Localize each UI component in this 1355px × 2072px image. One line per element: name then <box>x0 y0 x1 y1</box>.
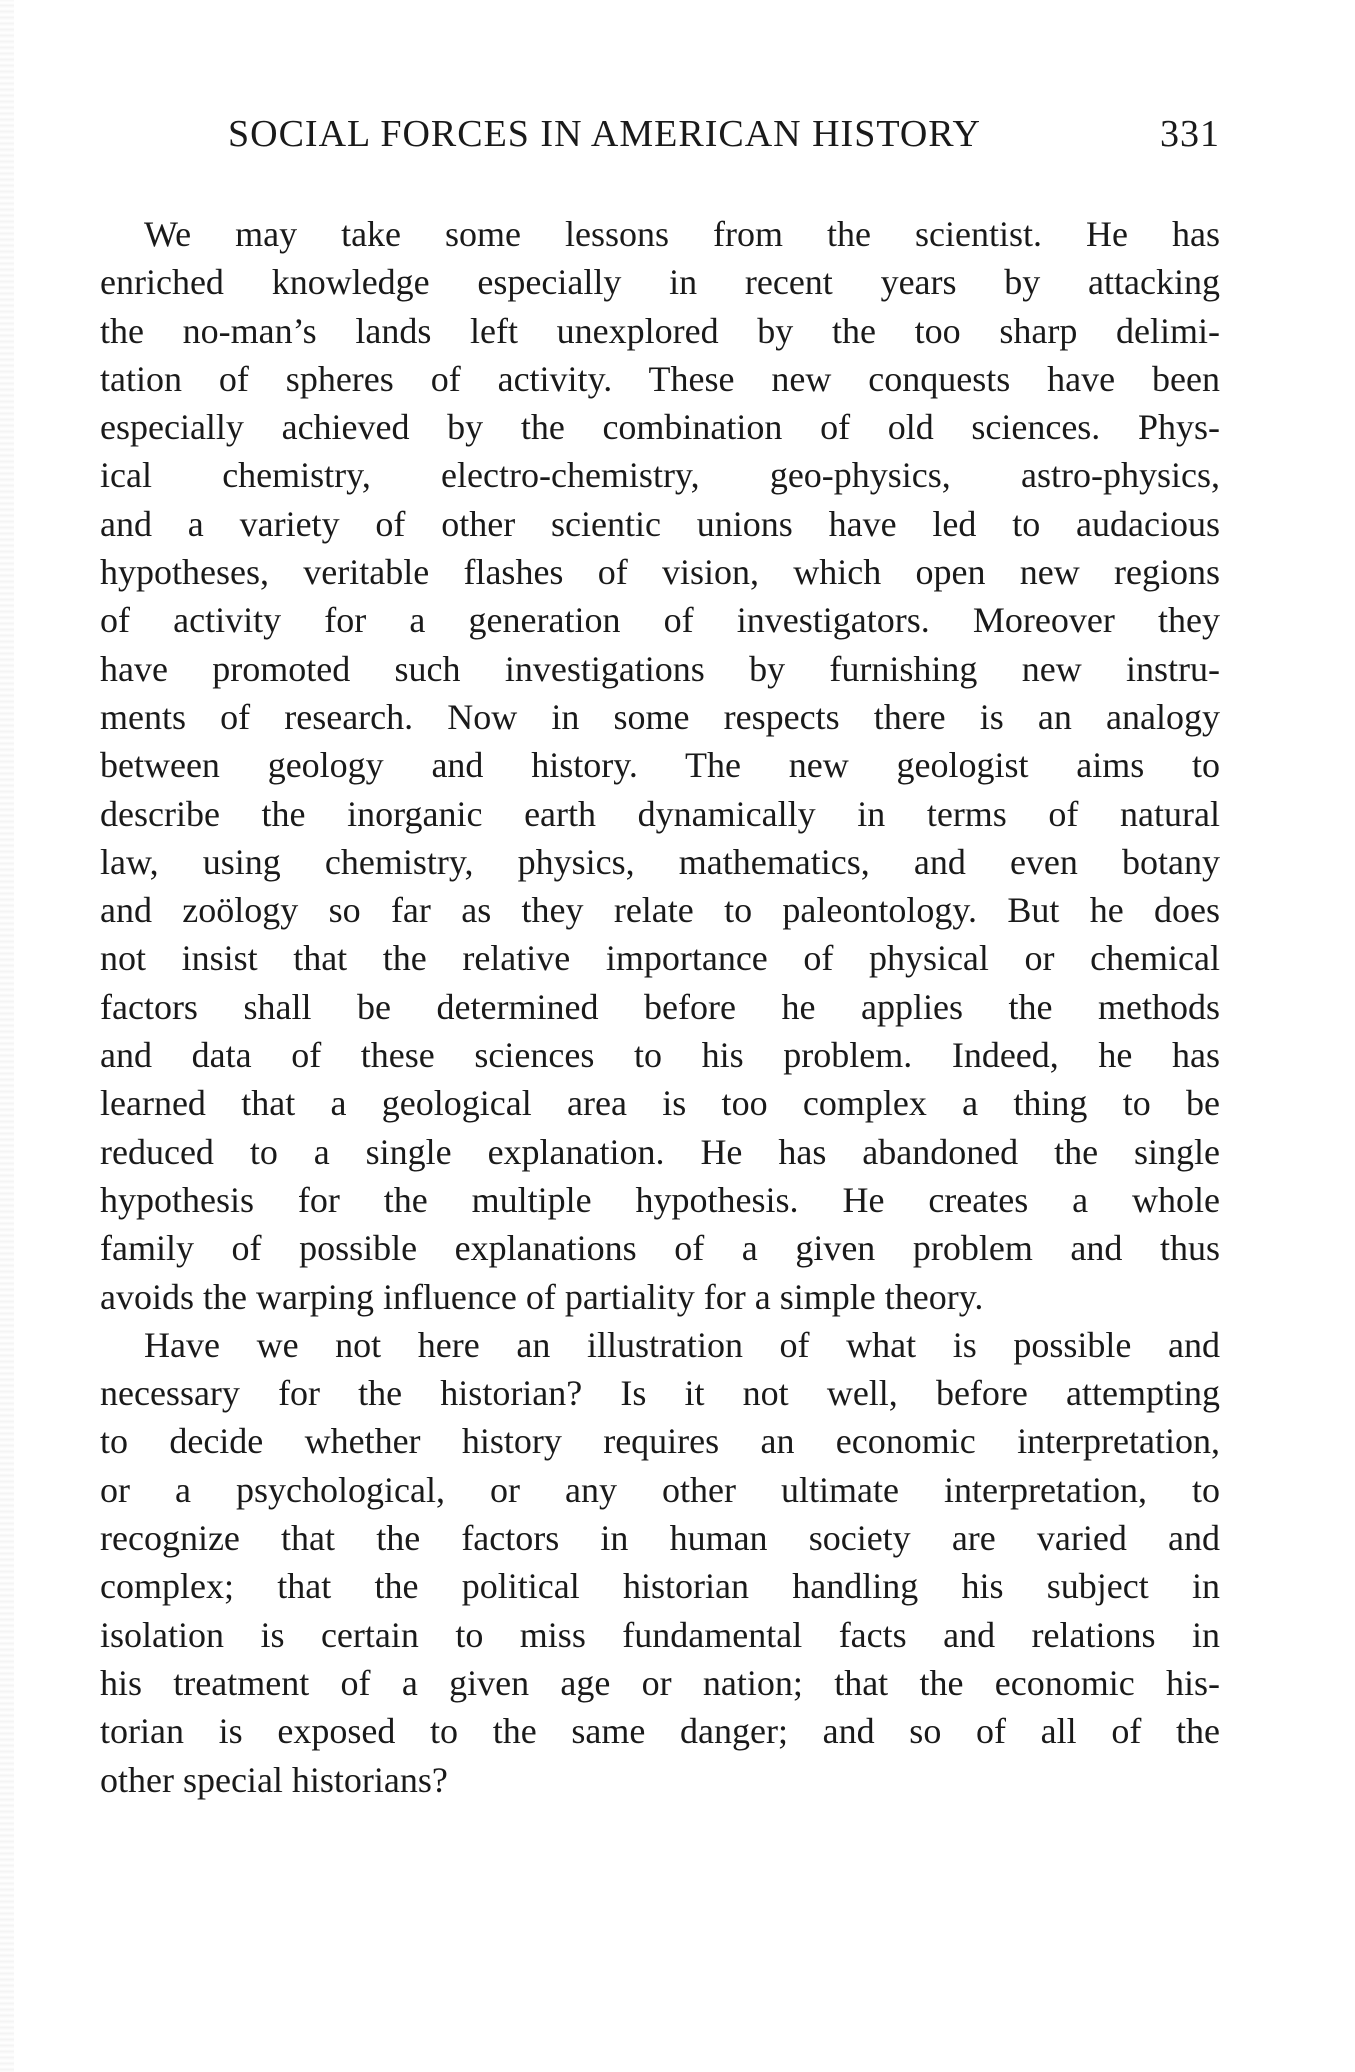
text-line: his treatment of a given age or nation; that the economic his- <box>100 1662 1220 1703</box>
text-line: or a psychological, or any other ultimate interpretation, to <box>100 1469 1220 1510</box>
text-line: not insist that the relative importance of physical or chemical <box>100 938 1220 979</box>
text-line: law, using chemistry, physics, mathematics, and even botany <box>100 841 1220 882</box>
text-line: especially achieved by the combination of old sciences. Phys- <box>100 407 1220 448</box>
text-line: isolation is certain to miss fundamental facts and relations in <box>100 1614 1220 1655</box>
text-line: and a variety of other scientic unions have led to audacious <box>100 503 1220 544</box>
text-line: hypothesis for the multiple hypothesis. He creates a whole <box>100 1179 1220 1220</box>
text-line: learned that a geological area is too complex a thing to be <box>100 1083 1220 1124</box>
running-head <box>228 112 1220 172</box>
page-number: 331 <box>1160 113 1220 155</box>
text-line: Have we not here an illustration of what is possible and <box>144 1324 1220 1365</box>
text-line: to decide whether history requires an economic interpretation, <box>100 1421 1220 1462</box>
text-line: and zoölogy so far as they relate to paleontology. But he does <box>100 890 1220 931</box>
page-edge <box>0 0 14 2072</box>
text-line: enriched knowledge especially in recent years by attacking <box>100 262 1220 303</box>
running-title: SOCIAL FORCES IN AMERICAN HISTORY <box>228 113 981 155</box>
text-line: family of possible explanations of a given problem and thus <box>100 1228 1220 1269</box>
text-line: reduced to a single explanation. He has abandoned the single <box>100 1131 1220 1172</box>
text-line: the no-man’s lands left unexplored by the too sharp delimi- <box>100 310 1220 351</box>
text-line: hypotheses, veritable flashes of vision, which open new regions <box>100 552 1220 593</box>
body-text <box>100 210 1220 1804</box>
text-line: avoids the warping influence of partiality for a simple theory. <box>100 1276 984 1317</box>
text-line: and data of these sciences to his problem. Indeed, he has <box>100 1035 1220 1076</box>
text-line: complex; that the political historian handling his subject in <box>100 1566 1220 1607</box>
text-line: We may take some lessons from the scientist. He has <box>144 214 1220 254</box>
text-line: recognize that the factors in human society are varied and <box>100 1518 1220 1559</box>
text-line: other special historians? <box>100 1759 448 1800</box>
text-line: of activity for a generation of investigators. Moreover they <box>100 600 1220 641</box>
text-line: ments of research. Now in some respects there is an analogy <box>100 696 1220 737</box>
text-line: factors shall be determined before he applies the methods <box>100 986 1220 1027</box>
text-line: torian is exposed to the same danger; and so of all of the <box>100 1711 1220 1752</box>
text-line: describe the inorganic earth dynamically in terms of natural <box>100 793 1220 834</box>
text-line: between geology and history. The new geologist aims to <box>100 745 1220 786</box>
text-line: have promoted such investigations by furnishing new instru- <box>100 648 1220 689</box>
text-line: ical chemistry, electro-chemistry, geo-physics, astro-physics, <box>100 455 1220 496</box>
text-line: necessary for the historian? Is it not well, before attempting <box>100 1373 1220 1414</box>
text-line: tation of spheres of activity. These new conquests have been <box>100 358 1220 399</box>
